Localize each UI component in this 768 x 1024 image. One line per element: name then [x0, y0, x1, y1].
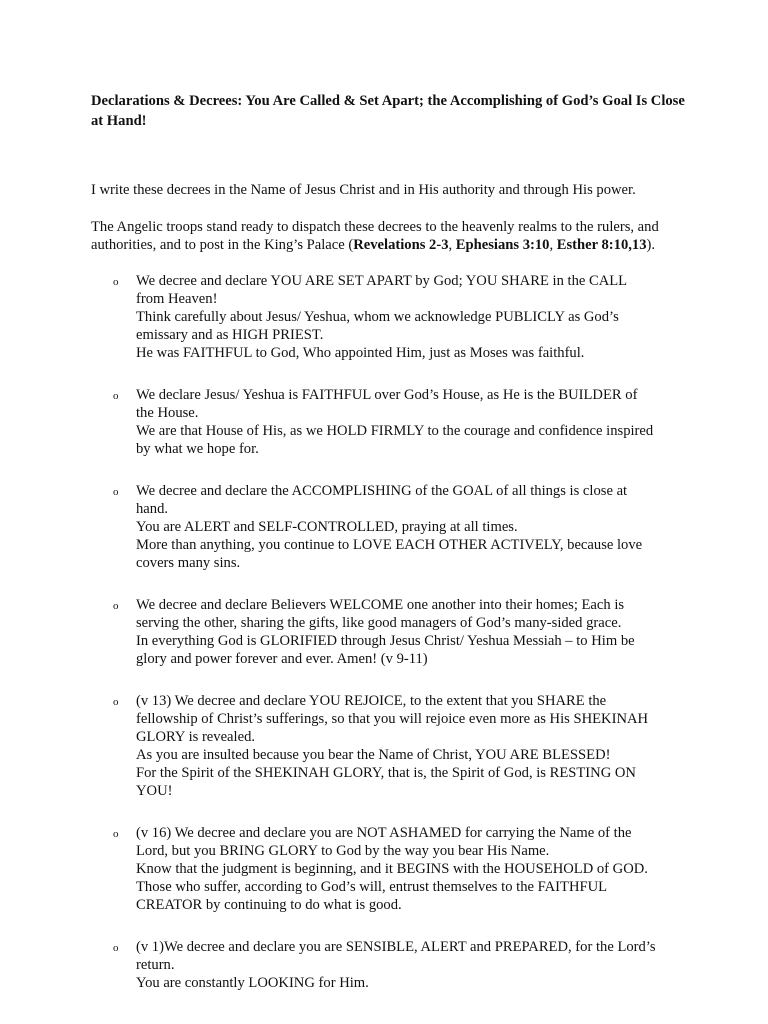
- reference-ephesians: Ephesians 3:10: [455, 237, 550, 253]
- decree-line: Know that the judgment is beginning, and it BEGINS with the HOUSEHOLD of GOD.: [136, 861, 648, 877]
- bullet-icon: o: [113, 486, 119, 498]
- decree-item: [91, 386, 691, 458]
- decree-line: He was FAITHFUL to God, Who appointed Him, just as Moses was faithful.: [136, 345, 585, 361]
- decree-line: serving the other, sharing the gifts, like good managers of God’s many-sided grace.: [136, 615, 622, 631]
- decree-line: return.: [136, 957, 175, 973]
- decree-line: by what we hope for.: [136, 441, 259, 457]
- reference-revelations: Revelations 2-3: [353, 237, 449, 253]
- decree-line: We decree and declare Believers WELCOME one another into their homes; Each is: [136, 597, 625, 613]
- intro-paragraph: I write these decrees in the Name of Jesus Christ and in His authority and through His power.: [91, 182, 636, 198]
- decree-item: [91, 596, 691, 668]
- decree-list: [91, 272, 691, 1016]
- decree-line: In everything God is GLORIFIED through Jesus Christ/ Yeshua Messiah – to Him be: [136, 633, 635, 649]
- decree-line: covers many sins.: [136, 555, 241, 571]
- decree-line: (v 1)We decree and declare you are SENSIBLE, ALERT and PREPARED, for the Lord’s: [136, 939, 656, 955]
- decree-line: (v 16) We decree and declare you are NOT ASHAMED for carrying the Name of the: [136, 825, 632, 841]
- decree-line: hand.: [136, 501, 169, 517]
- decree-line: from Heaven!: [136, 291, 218, 307]
- bullet-icon: o: [113, 276, 119, 288]
- angelic-text: The Angelic troops stand ready to dispatch these decrees to the heavenly realms to the rulers, and authorities, and to post in the King’s Palace (: [91, 219, 659, 253]
- decree-item: [91, 938, 691, 992]
- bullet-icon: o: [113, 828, 119, 840]
- decree-line: Those who suffer, according to God’s will, entrust themselves to the FAITHFUL: [136, 879, 608, 895]
- decree-item: [91, 272, 691, 362]
- decree-item: [91, 692, 691, 800]
- decree-line: For the Spirit of the SHEKINAH GLORY, that is, the Spirit of God, is RESTING ON: [136, 765, 636, 781]
- decree-item: [91, 824, 691, 914]
- reference-separator: ,: [448, 237, 456, 253]
- decree-line: You are ALERT and SELF-CONTROLLED, praying at all times.: [136, 519, 518, 535]
- reference-separator: ,: [549, 237, 557, 253]
- decree-line: We decree and declare YOU ARE SET APART by God; YOU SHARE in the CALL: [136, 273, 628, 289]
- decree-item: [91, 482, 691, 572]
- document-title: Declarations & Decrees: You Are Called & Set Apart; the Accomplishing of God’s Goal Is Close at Hand!: [91, 93, 685, 129]
- angelic-paragraph: [91, 218, 691, 254]
- decree-line: glory and power forever and ever. Amen! (v 9-11): [136, 651, 428, 667]
- decree-line: YOU!: [136, 783, 173, 799]
- decree-line: fellowship of Christ’s sufferings, so that you will rejoice even more as His SHEKINAH: [136, 711, 649, 727]
- decree-line: We are that House of His, as we HOLD FIRMLY to the courage and confidence inspired: [136, 423, 654, 439]
- decree-line: We decree and declare the ACCOMPLISHING of the GOAL of all things is close at: [136, 483, 628, 499]
- decree-line: emissary and as HIGH PRIEST.: [136, 327, 324, 343]
- bullet-icon: o: [113, 600, 119, 612]
- paragraph-end: ).: [646, 237, 656, 253]
- bullet-icon: o: [113, 390, 119, 402]
- decree-line: As you are insulted because you bear the Name of Christ, YOU ARE BLESSED!: [136, 747, 611, 763]
- decree-line: GLORY is revealed.: [136, 729, 256, 745]
- decree-line: (v 13) We decree and declare YOU REJOICE, to the extent that you SHARE the: [136, 693, 607, 709]
- decree-line: Think carefully about Jesus/ Yeshua, whom we acknowledge PUBLICLY as God’s: [136, 309, 619, 325]
- bullet-icon: o: [113, 942, 119, 954]
- decree-line: Lord, but you BRING GLORY to God by the way you bear His Name.: [136, 843, 550, 859]
- decree-line: You are constantly LOOKING for Him.: [136, 975, 369, 991]
- decree-line: We declare Jesus/ Yeshua is FAITHFUL over God’s House, as He is the BUILDER of: [136, 387, 638, 403]
- bullet-icon: o: [113, 696, 119, 708]
- decree-line: CREATOR by continuing to do what is good.: [136, 897, 402, 913]
- reference-esther: Esther 8:10,13: [556, 237, 647, 253]
- decree-line: More than anything, you continue to LOVE EACH OTHER ACTIVELY, because love: [136, 537, 643, 553]
- decree-line: the House.: [136, 405, 199, 421]
